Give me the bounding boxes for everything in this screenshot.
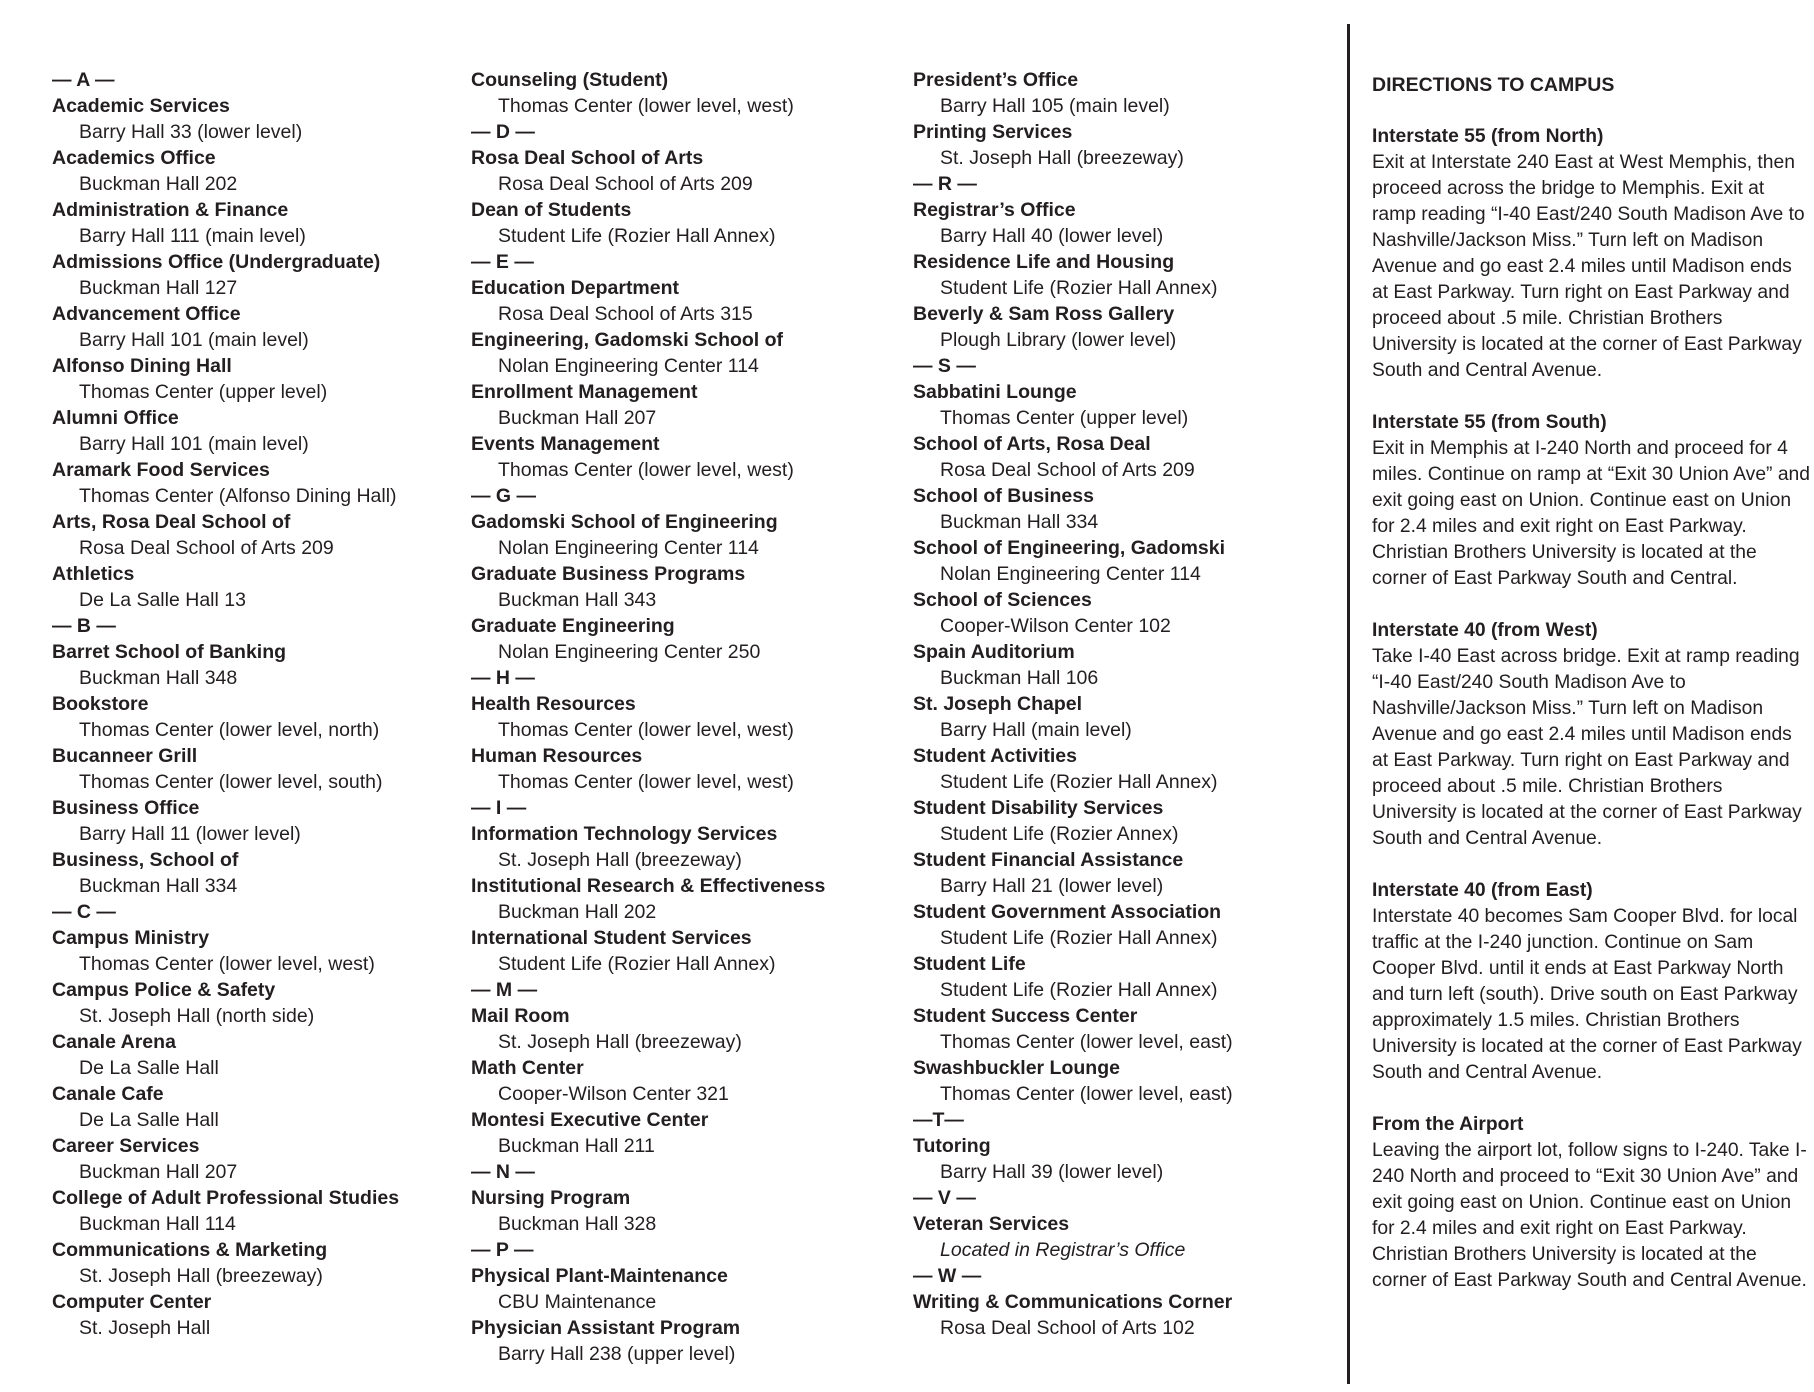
- column-divider: [1347, 24, 1350, 1384]
- entry-location: Thomas Center (lower level, west): [498, 719, 794, 741]
- entry-location: De La Salle Hall: [79, 1109, 219, 1131]
- entry-location: Plough Library (lower level): [940, 329, 1177, 351]
- entry-location: Buckman Hall 127: [79, 277, 238, 299]
- entry-name: St. Joseph Chapel: [913, 693, 1083, 715]
- directory-entry: [913, 483, 1313, 535]
- entry-location: Cooper-Wilson Center 102: [940, 615, 1171, 637]
- directory-entry: [52, 353, 452, 405]
- directory-entry: [913, 795, 1313, 847]
- entry-name: Student Government Association: [913, 901, 1222, 923]
- entry-name: Admissions Office (Undergraduate): [52, 251, 381, 273]
- entry-name: Campus Ministry: [52, 927, 210, 949]
- entry-name: Swashbuckler Lounge: [913, 1057, 1120, 1079]
- entry-name: Human Resources: [471, 745, 643, 767]
- entry-location: Located in Registrar’s Office: [940, 1239, 1186, 1261]
- directions-title: DIRECTIONS TO CAMPUS: [1372, 74, 1615, 96]
- entry-location: Buckman Hall 328: [498, 1213, 657, 1235]
- directory-entry: [52, 1133, 452, 1185]
- directory-entry: [913, 1055, 1313, 1107]
- directory-entry: [52, 795, 452, 847]
- entry-name: School of Arts, Rosa Deal: [913, 433, 1151, 455]
- entry-location: Buckman Hall 334: [79, 875, 238, 897]
- entry-location: Student Life (Rozier Hall Annex): [940, 979, 1218, 1001]
- entry-name: Institutional Research & Effectiveness: [471, 875, 826, 897]
- directory-entry: [471, 1107, 891, 1159]
- route-text: Exit at Interstate 240 East at West Memphis, then proceed across the bridge to Memphis. Exit at ramp reading “I-40 East/240 South Madison Ave to Nashville/Jackson Miss.” Turn left on Madison Avenue and go east 2.4 miles until Madison ends at East Parkway. Turn right on East Parkway and proceed about .5 mile. Christian Brothers University is located at the corner of East Parkway South and Central Avenue.: [1372, 152, 1805, 381]
- entry-name: Advancement Office: [52, 303, 241, 325]
- entry-location: Barry Hall 238 (upper level): [498, 1343, 736, 1365]
- directory-entry: [52, 509, 452, 561]
- directory-entry: [471, 1315, 891, 1367]
- directory-entry: [913, 197, 1313, 249]
- route-i40-east: [1372, 878, 1812, 1086]
- directory-entry: [471, 873, 891, 925]
- directory-entry: [913, 1289, 1313, 1341]
- directory-entry: [52, 405, 452, 457]
- letter-heading: — R —: [913, 173, 977, 195]
- entry-name: Mail Room: [471, 1005, 570, 1027]
- entry-location: Rosa Deal School of Arts 209: [940, 459, 1195, 481]
- entry-name: Engineering, Gadomski School of: [471, 329, 784, 351]
- entry-location: St. Joseph Hall (breezeway): [940, 147, 1184, 169]
- entry-name: Computer Center: [52, 1291, 212, 1313]
- directory-entry: [471, 743, 891, 795]
- entry-name: Physical Plant-Maintenance: [471, 1265, 728, 1287]
- entry-location: Barry Hall 39 (lower level): [940, 1161, 1164, 1183]
- entry-location: Nolan Engineering Center 114: [940, 563, 1201, 585]
- entry-location: CBU Maintenance: [498, 1291, 657, 1313]
- entry-name: Canale Cafe: [52, 1083, 164, 1105]
- entry-location: St. Joseph Hall (breezeway): [498, 1031, 742, 1053]
- directory-entry: [471, 431, 891, 483]
- entry-name: Registrar’s Office: [913, 199, 1076, 221]
- directory-entry: [471, 275, 891, 327]
- entry-name: Gadomski School of Engineering: [471, 511, 778, 533]
- entry-location: Student Life (Rozier Hall Annex): [940, 277, 1218, 299]
- directory-entry: [52, 847, 452, 899]
- entry-location: Barry Hall 21 (lower level): [940, 875, 1164, 897]
- route-i40-west: [1372, 618, 1812, 852]
- directory-column-3: [913, 67, 1313, 1341]
- directory-entry: [471, 561, 891, 613]
- entry-location: St. Joseph Hall: [79, 1317, 211, 1339]
- entry-location: Thomas Center (lower level, west): [498, 459, 794, 481]
- route-text: Take I-40 East across bridge. Exit at ramp reading “I-40 East/240 South Madison Ave to Nashville/Jackson Miss.” Turn left on Madison Avenue and go east 2.4 miles until Madison ends at East Parkway. Turn right on East Parkway and proceed about .5 mile. Christian Brothers University is located at the corner of East Parkway South and Central Avenue.: [1372, 646, 1802, 849]
- entry-location: Thomas Center (upper level): [79, 381, 328, 403]
- directory-entry: [471, 327, 891, 379]
- letter-heading: — I —: [471, 797, 527, 819]
- entry-location: Student Life (Rozier Hall Annex): [940, 927, 1218, 949]
- entry-name: Bookstore: [52, 693, 149, 715]
- directory-entry: [913, 67, 1313, 119]
- entry-name: Rosa Deal School of Arts: [471, 147, 704, 169]
- entry-name: Veteran Services: [913, 1213, 1070, 1235]
- entry-location: Buckman Hall 334: [940, 511, 1099, 533]
- route-i55-north: [1372, 124, 1812, 384]
- entry-name: Aramark Food Services: [52, 459, 270, 481]
- entry-location: Barry Hall 33 (lower level): [79, 121, 303, 143]
- letter-heading: — S —: [913, 355, 976, 377]
- entry-name: Arts, Rosa Deal School of: [52, 511, 291, 533]
- entry-location: Thomas Center (lower level, south): [79, 771, 383, 793]
- entry-location: Nolan Engineering Center 114: [498, 537, 759, 559]
- directory-entry: [913, 1133, 1313, 1185]
- entry-name: Education Department: [471, 277, 680, 299]
- directory-entry: [471, 67, 891, 119]
- directory-entry: [913, 431, 1313, 483]
- entry-name: Graduate Engineering: [471, 615, 675, 637]
- directory-entry: [913, 535, 1313, 587]
- entry-name: Residence Life and Housing: [913, 251, 1175, 273]
- entry-name: Barret School of Banking: [52, 641, 287, 663]
- entry-name: Nursing Program: [471, 1187, 631, 1209]
- entry-location: Buckman Hall 202: [79, 173, 238, 195]
- entry-name: Math Center: [471, 1057, 584, 1079]
- entry-location: Barry Hall 11 (lower level): [79, 823, 301, 845]
- entry-location: Buckman Hall 207: [498, 407, 657, 429]
- entry-name: Montesi Executive Center: [471, 1109, 709, 1131]
- route-text: Exit in Memphis at I-240 North and proceed for 4 miles. Continue on ramp at “Exit 30 Union Ave” and exit going east on Union. Continue east on Union for 2.4 miles and exit right on East Parkway. Christian Brothers University is located at the corner of East Parkway South and Central.: [1372, 438, 1810, 589]
- entry-location: Buckman Hall 202: [498, 901, 657, 923]
- entry-location: Student Life (Rozier Hall Annex): [498, 953, 776, 975]
- entry-name: Writing & Communications Corner: [913, 1291, 1233, 1313]
- directory-entry: [471, 197, 891, 249]
- directory-entry: [913, 301, 1313, 353]
- entry-name: International Student Services: [471, 927, 752, 949]
- entry-location: Buckman Hall 114: [79, 1213, 236, 1235]
- entry-location: Student Life (Rozier Annex): [940, 823, 1179, 845]
- directory-entry: [52, 1081, 452, 1133]
- directory-entry: [52, 249, 452, 301]
- letter-heading: — D —: [471, 121, 535, 143]
- entry-location: Barry Hall (main level): [940, 719, 1132, 741]
- directory-entry: [52, 1185, 452, 1237]
- directory-entry: [52, 1029, 452, 1081]
- directory-column-2: [471, 67, 891, 1367]
- entry-location: Buckman Hall 207: [79, 1161, 238, 1183]
- directory-entry: [913, 379, 1313, 431]
- entry-location: Student Life (Rozier Hall Annex): [940, 771, 1218, 793]
- entry-name: School of Engineering, Gadomski: [913, 537, 1226, 559]
- entry-name: Bucanneer Grill: [52, 745, 198, 767]
- entry-location: Thomas Center (Alfonso Dining Hall): [79, 485, 397, 507]
- directory-entry: [471, 1263, 891, 1315]
- route-airport: [1372, 1112, 1812, 1294]
- entry-name: Business, School of: [52, 849, 239, 871]
- entry-name: Career Services: [52, 1135, 200, 1157]
- entry-name: Academics Office: [52, 147, 216, 169]
- entry-location: Thomas Center (lower level, west): [79, 953, 375, 975]
- entry-name: Student Financial Assistance: [913, 849, 1184, 871]
- entry-name: School of Sciences: [913, 589, 1092, 611]
- directory-entry: [471, 1003, 891, 1055]
- entry-location: Thomas Center (lower level, east): [940, 1031, 1233, 1053]
- entry-location: St. Joseph Hall (breezeway): [498, 849, 742, 871]
- directory-entry: [471, 379, 891, 431]
- entry-location: Thomas Center (lower level, west): [498, 95, 794, 117]
- directory-entry: [52, 1237, 452, 1289]
- route-title: Interstate 40 (from East): [1372, 880, 1593, 901]
- entry-name: Communications & Marketing: [52, 1239, 328, 1261]
- entry-location: Buckman Hall 343: [498, 589, 657, 611]
- entry-name: Events Management: [471, 433, 660, 455]
- directory-entry: [913, 743, 1313, 795]
- directory-entry: [913, 847, 1313, 899]
- directory-entry: [52, 639, 452, 691]
- entry-name: Student Success Center: [913, 1005, 1138, 1027]
- entry-name: Business Office: [52, 797, 200, 819]
- directory-entry: [471, 925, 891, 977]
- directory-entry: [471, 145, 891, 197]
- letter-heading: — G —: [471, 485, 537, 507]
- route-title: Interstate 55 (from North): [1372, 126, 1604, 147]
- entry-name: Enrollment Management: [471, 381, 698, 403]
- entry-name: Beverly & Sam Ross Gallery: [913, 303, 1175, 325]
- directory-entry: [471, 613, 891, 665]
- directory-entry: [913, 249, 1313, 301]
- letter-heading: — H —: [471, 667, 535, 689]
- directory-column-1: [52, 67, 452, 1341]
- directory-entry: [52, 743, 452, 795]
- letter-heading: — B —: [52, 615, 116, 637]
- directory-entry: [913, 1003, 1313, 1055]
- letter-heading: — M —: [471, 979, 538, 1001]
- entry-name: College of Adult Professional Studies: [52, 1187, 400, 1209]
- directory-entry: [52, 301, 452, 353]
- entry-location: Buckman Hall 211: [498, 1135, 655, 1157]
- directory-entry: [52, 691, 452, 743]
- entry-name: Tutoring: [913, 1135, 991, 1157]
- entry-name: Campus Police & Safety: [52, 979, 276, 1001]
- letter-heading: —T—: [913, 1109, 964, 1131]
- entry-location: Barry Hall 111 (main level): [79, 225, 306, 247]
- letter-heading: — E —: [471, 251, 534, 273]
- directory-entry: [52, 145, 452, 197]
- entry-name: Sabbatini Lounge: [913, 381, 1077, 403]
- entry-name: Printing Services: [913, 121, 1073, 143]
- route-title: From the Airport: [1372, 1114, 1524, 1135]
- entry-name: Student Disability Services: [913, 797, 1164, 819]
- directory-entry: [52, 561, 452, 613]
- entry-location: Barry Hall 40 (lower level): [940, 225, 1164, 247]
- directory-entry: [471, 821, 891, 873]
- entry-name: Physician Assistant Program: [471, 1317, 741, 1339]
- entry-name: Health Resources: [471, 693, 636, 715]
- entry-location: Rosa Deal School of Arts 102: [940, 1317, 1195, 1339]
- entry-name: Canale Arena: [52, 1031, 176, 1053]
- entry-location: Rosa Deal School of Arts 209: [498, 173, 753, 195]
- directory-entry: [913, 587, 1313, 639]
- entry-name: Graduate Business Programs: [471, 563, 746, 585]
- route-text: Leaving the airport lot, follow signs to I-240. Take I-240 North and proceed to “Exit 30 Union Ave” and exit going east on Union. Continue east on Union for 2.4 miles and exit right on East Parkway. Christian Brothers University is located at the corner of East Parkway South and Central Avenue.: [1372, 1140, 1807, 1291]
- entry-location: Nolan Engineering Center 114: [498, 355, 759, 377]
- entry-location: Student Life (Rozier Hall Annex): [498, 225, 776, 247]
- entry-location: Barry Hall 101 (main level): [79, 433, 309, 455]
- route-title: Interstate 55 (from South): [1372, 412, 1607, 433]
- directory-entry: [52, 93, 452, 145]
- entry-name: Spain Auditorium: [913, 641, 1075, 663]
- entry-location: Barry Hall 101 (main level): [79, 329, 309, 351]
- directory-entry: [913, 951, 1313, 1003]
- directory-entry: [913, 119, 1313, 171]
- entry-location: Thomas Center (lower level, east): [940, 1083, 1233, 1105]
- entry-location: Buckman Hall 348: [79, 667, 238, 689]
- entry-name: Alfonso Dining Hall: [52, 355, 232, 377]
- entry-name: Academic Services: [52, 95, 230, 117]
- entry-name: Athletics: [52, 563, 135, 585]
- letter-heading: — P —: [471, 1239, 534, 1261]
- directory-entry: [52, 1289, 452, 1341]
- route-title: Interstate 40 (from West): [1372, 620, 1598, 641]
- letter-heading: — N —: [471, 1161, 535, 1183]
- entry-location: Thomas Center (upper level): [940, 407, 1189, 429]
- directory-entry: [52, 925, 452, 977]
- entry-name: Information Technology Services: [471, 823, 778, 845]
- directory-entry: [52, 977, 452, 1029]
- letter-heading: — A —: [52, 69, 115, 91]
- directory-entry: [471, 691, 891, 743]
- entry-name: Administration & Finance: [52, 199, 289, 221]
- entry-name: President’s Office: [913, 69, 1079, 91]
- entry-location: Cooper-Wilson Center 321: [498, 1083, 729, 1105]
- entry-location: Nolan Engineering Center 250: [498, 641, 761, 663]
- entry-name: Student Activities: [913, 745, 1077, 767]
- entry-location: Buckman Hall 106: [940, 667, 1099, 689]
- letter-heading: — V —: [913, 1187, 976, 1209]
- directions-panel: [1372, 72, 1812, 1320]
- directory-entry: [913, 691, 1313, 743]
- route-text: Interstate 40 becomes Sam Cooper Blvd. for local traffic at the I-240 junction. Continue on Sam Cooper Blvd. until it ends at East Parkway North and turn left (south). Drive south on East Parkway approximately 1.5 miles. Christian Brothers University is located at the corner of East Parkway South and Central Avenue.: [1372, 906, 1802, 1083]
- entry-location: St. Joseph Hall (breezeway): [79, 1265, 323, 1287]
- directory-entry: [913, 1211, 1313, 1263]
- directory-entry: [471, 1055, 891, 1107]
- entry-location: De La Salle Hall 13: [79, 589, 246, 611]
- entry-location: De La Salle Hall: [79, 1057, 219, 1079]
- directory-entry: [471, 509, 891, 561]
- directory-entry: [471, 1185, 891, 1237]
- entry-location: St. Joseph Hall (north side): [79, 1005, 315, 1027]
- directory-entry: [913, 639, 1313, 691]
- directory-entry: [52, 197, 452, 249]
- route-i55-south: [1372, 410, 1812, 592]
- entry-name: Student Life: [913, 953, 1026, 975]
- letter-heading: — C —: [52, 901, 116, 923]
- letter-heading: — W —: [913, 1265, 982, 1287]
- entry-location: Thomas Center (lower level, west): [498, 771, 794, 793]
- directory-entry: [913, 899, 1313, 951]
- entry-location: Thomas Center (lower level, north): [79, 719, 380, 741]
- directory-entry: [52, 457, 452, 509]
- entry-name: Dean of Students: [471, 199, 632, 221]
- entry-location: Rosa Deal School of Arts 209: [79, 537, 334, 559]
- entry-name: School of Business: [913, 485, 1094, 507]
- entry-name: Counseling (Student): [471, 69, 669, 91]
- entry-location: Barry Hall 105 (main level): [940, 95, 1170, 117]
- entry-name: Alumni Office: [52, 407, 179, 429]
- entry-location: Rosa Deal School of Arts 315: [498, 303, 753, 325]
